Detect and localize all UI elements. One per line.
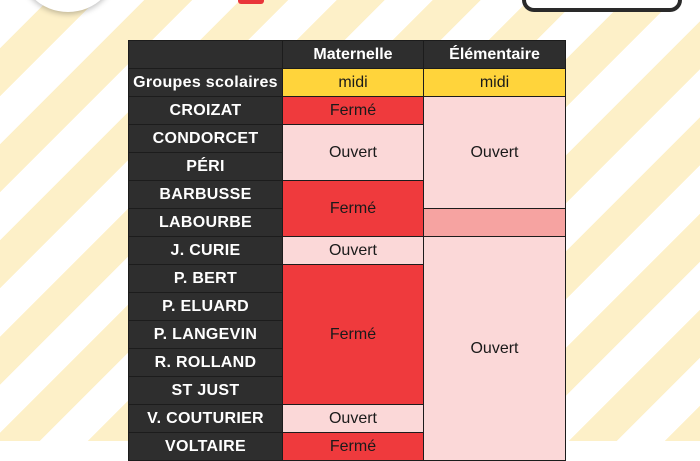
table-header-row — [129, 41, 566, 69]
maternelle-status-ferme: Fermé — [283, 97, 424, 125]
decorative-badge — [522, 0, 682, 12]
elementaire-status-ouvert: Ouvert — [424, 237, 566, 461]
table-subheader-row — [129, 69, 566, 97]
table-row — [129, 97, 566, 125]
decorative-red-mark — [238, 0, 264, 4]
maternelle-status-ferme: Fermé — [283, 433, 424, 461]
elementaire-status-ouvert: Ouvert — [424, 97, 566, 209]
elementaire-midi: midi — [424, 69, 566, 97]
table-row — [129, 237, 566, 265]
maternelle-status-ouvert: Ouvert — [283, 405, 424, 433]
header-elementaire: Élémentaire — [424, 41, 566, 69]
maternelle-status-ouvert: Ouvert — [283, 125, 424, 181]
school-name: VOLTAIRE — [129, 433, 283, 461]
school-name: LABOURBE — [129, 209, 283, 237]
school-name: ST JUST — [129, 377, 283, 405]
canteen-schedule-table — [128, 40, 566, 461]
maternelle-status-ferme: Fermé — [283, 181, 424, 237]
school-name: P. LANGEVIN — [129, 321, 283, 349]
groupes-scolaires-label: Groupes scolaires — [129, 69, 283, 97]
header-maternelle: Maternelle — [283, 41, 424, 69]
maternelle-midi: midi — [283, 69, 424, 97]
school-name: PÉRI — [129, 153, 283, 181]
school-name: P. BERT — [129, 265, 283, 293]
school-name: CROIZAT — [129, 97, 283, 125]
school-name: J. CURIE — [129, 237, 283, 265]
school-name: CONDORCET — [129, 125, 283, 153]
elementaire-status-empty — [424, 209, 566, 237]
school-name: P. ELUARD — [129, 293, 283, 321]
school-name: BARBUSSE — [129, 181, 283, 209]
maternelle-status-ouvert: Ouvert — [283, 237, 424, 265]
header-corner — [129, 41, 283, 69]
maternelle-status-ferme: Fermé — [283, 265, 424, 405]
school-name: V. COUTURIER — [129, 405, 283, 433]
school-name: R. ROLLAND — [129, 349, 283, 377]
